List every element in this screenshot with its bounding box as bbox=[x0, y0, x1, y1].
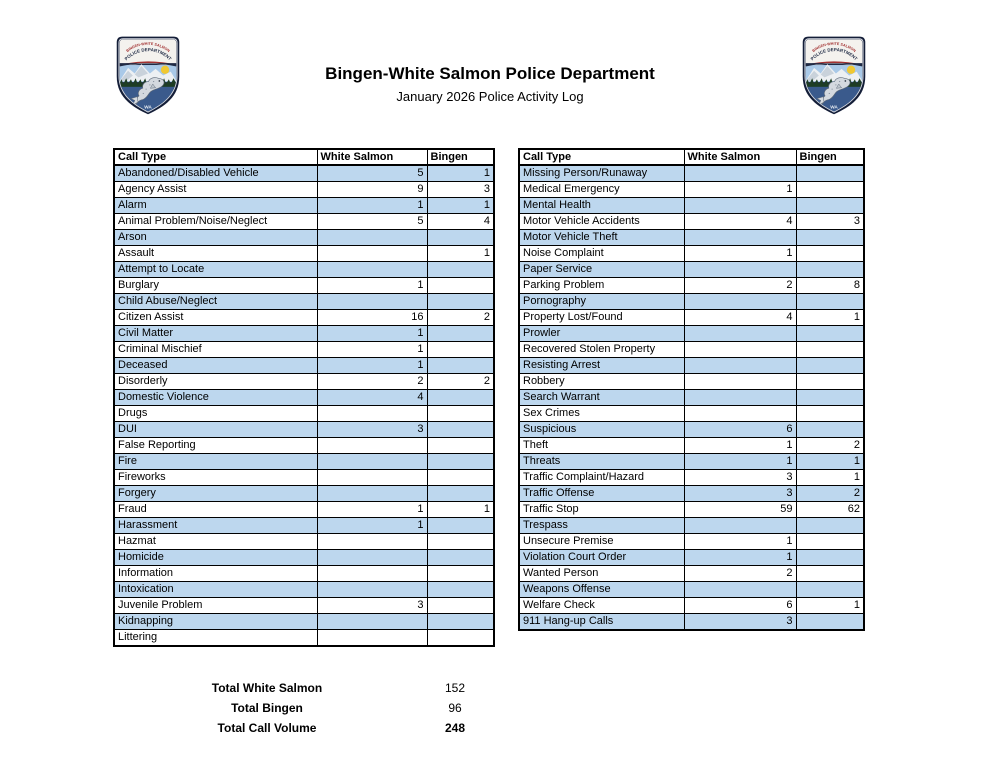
call-type-cell: Threats bbox=[519, 454, 684, 470]
call-type-cell: Missing Person/Runaway bbox=[519, 165, 684, 182]
call-type-cell: Citizen Assist bbox=[114, 310, 317, 326]
call-type-cell: Violation Court Order bbox=[519, 550, 684, 566]
bingen-count-cell: 3 bbox=[796, 214, 864, 230]
police-department-patch-right bbox=[798, 32, 870, 117]
white-salmon-count-cell bbox=[317, 630, 427, 647]
white-salmon-count-cell: 5 bbox=[317, 165, 427, 182]
table-row bbox=[114, 438, 494, 454]
table-row bbox=[114, 374, 494, 390]
total-row-call-volume bbox=[113, 719, 493, 739]
white-salmon-count-cell: 5 bbox=[317, 214, 427, 230]
call-type-cell: Parking Problem bbox=[519, 278, 684, 294]
call-type-cell: Prowler bbox=[519, 326, 684, 342]
col-header-white-salmon: White Salmon bbox=[684, 149, 796, 165]
bingen-count-cell bbox=[796, 550, 864, 566]
call-type-cell: Recovered Stolen Property bbox=[519, 342, 684, 358]
table-row bbox=[114, 182, 494, 198]
white-salmon-count-cell: 1 bbox=[684, 182, 796, 198]
table-row bbox=[519, 165, 864, 182]
bingen-count-cell bbox=[427, 406, 494, 422]
bingen-count-cell: 4 bbox=[427, 214, 494, 230]
table-row bbox=[114, 326, 494, 342]
white-salmon-count-cell bbox=[317, 262, 427, 278]
col-header-bingen: Bingen bbox=[427, 149, 494, 165]
table-row bbox=[519, 230, 864, 246]
white-salmon-count-cell: 3 bbox=[317, 422, 427, 438]
bingen-count-cell bbox=[427, 598, 494, 614]
total-row-white-salmon bbox=[113, 679, 493, 699]
table-row bbox=[114, 278, 494, 294]
call-type-cell: Wanted Person bbox=[519, 566, 684, 582]
call-type-cell: Motor Vehicle Theft bbox=[519, 230, 684, 246]
white-salmon-count-cell: 1 bbox=[317, 518, 427, 534]
table-row bbox=[519, 374, 864, 390]
white-salmon-count-cell bbox=[684, 198, 796, 214]
total-row-bingen bbox=[113, 699, 493, 719]
table-row bbox=[519, 550, 864, 566]
white-salmon-count-cell bbox=[684, 518, 796, 534]
bingen-count-cell: 1 bbox=[427, 165, 494, 182]
table-row bbox=[519, 582, 864, 598]
bingen-count-cell bbox=[796, 358, 864, 374]
table-row bbox=[114, 198, 494, 214]
white-salmon-count-cell bbox=[317, 230, 427, 246]
table-row bbox=[519, 406, 864, 422]
call-type-cell: Sex Crimes bbox=[519, 406, 684, 422]
bingen-count-cell bbox=[796, 582, 864, 598]
call-type-cell: Drugs bbox=[114, 406, 317, 422]
call-type-cell: Weapons Offense bbox=[519, 582, 684, 598]
col-header-call-type: Call Type bbox=[519, 149, 684, 165]
col-header-bingen: Bingen bbox=[796, 149, 864, 165]
white-salmon-count-cell: 4 bbox=[317, 390, 427, 406]
white-salmon-count-cell: 1 bbox=[684, 534, 796, 550]
white-salmon-count-cell bbox=[684, 582, 796, 598]
col-header-call-type: Call Type bbox=[114, 149, 317, 165]
total-bingen-value: 96 bbox=[448, 701, 462, 715]
call-type-cell: Assault bbox=[114, 246, 317, 262]
white-salmon-count-cell bbox=[684, 294, 796, 310]
white-salmon-count-cell: 1 bbox=[317, 278, 427, 294]
call-type-cell: Kidnapping bbox=[114, 614, 317, 630]
white-salmon-count-cell: 16 bbox=[317, 310, 427, 326]
bingen-count-cell: 3 bbox=[427, 182, 494, 198]
call-type-cell: Fraud bbox=[114, 502, 317, 518]
white-salmon-count-cell: 2 bbox=[684, 566, 796, 582]
bingen-count-cell: 1 bbox=[427, 198, 494, 214]
bingen-count-cell bbox=[796, 294, 864, 310]
white-salmon-count-cell: 3 bbox=[684, 614, 796, 631]
table-row bbox=[114, 406, 494, 422]
white-salmon-count-cell bbox=[317, 294, 427, 310]
table-row bbox=[114, 614, 494, 630]
bingen-count-cell: 62 bbox=[796, 502, 864, 518]
bingen-count-cell bbox=[427, 518, 494, 534]
bingen-count-cell bbox=[427, 262, 494, 278]
table-row bbox=[519, 310, 864, 326]
bingen-count-cell bbox=[796, 614, 864, 631]
call-type-cell: Trespass bbox=[519, 518, 684, 534]
bingen-count-cell bbox=[427, 438, 494, 454]
table-row bbox=[114, 534, 494, 550]
call-type-cell: Criminal Mischief bbox=[114, 342, 317, 358]
bingen-count-cell bbox=[796, 230, 864, 246]
police-department-patch-left bbox=[112, 32, 184, 117]
call-type-cell: Disorderly bbox=[114, 374, 317, 390]
white-salmon-count-cell: 3 bbox=[317, 598, 427, 614]
call-type-cell: Homicide bbox=[114, 550, 317, 566]
bingen-count-cell bbox=[427, 614, 494, 630]
table-row bbox=[519, 454, 864, 470]
table-row bbox=[519, 262, 864, 278]
white-salmon-count-cell bbox=[684, 374, 796, 390]
table-row bbox=[519, 182, 864, 198]
bingen-count-cell bbox=[427, 550, 494, 566]
table-row bbox=[519, 534, 864, 550]
white-salmon-count-cell bbox=[684, 165, 796, 182]
call-type-cell: Arson bbox=[114, 230, 317, 246]
call-type-cell: Forgery bbox=[114, 486, 317, 502]
table-row bbox=[519, 214, 864, 230]
white-salmon-count-cell: 1 bbox=[684, 550, 796, 566]
table-row bbox=[114, 518, 494, 534]
bingen-count-cell: 2 bbox=[427, 374, 494, 390]
call-type-cell: Noise Complaint bbox=[519, 246, 684, 262]
white-salmon-count-cell: 2 bbox=[317, 374, 427, 390]
bingen-count-cell bbox=[796, 342, 864, 358]
call-type-cell: Property Lost/Found bbox=[519, 310, 684, 326]
white-salmon-count-cell bbox=[317, 534, 427, 550]
call-type-cell: Robbery bbox=[519, 374, 684, 390]
bingen-count-cell bbox=[796, 165, 864, 182]
bingen-count-cell bbox=[427, 534, 494, 550]
call-type-cell: Alarm bbox=[114, 198, 317, 214]
call-type-cell: Juvenile Problem bbox=[114, 598, 317, 614]
bingen-count-cell: 2 bbox=[427, 310, 494, 326]
call-type-cell: Unsecure Premise bbox=[519, 534, 684, 550]
call-type-cell: Medical Emergency bbox=[519, 182, 684, 198]
call-type-cell: Suspicious bbox=[519, 422, 684, 438]
bingen-count-cell bbox=[427, 326, 494, 342]
white-salmon-count-cell bbox=[317, 614, 427, 630]
bingen-count-cell bbox=[796, 390, 864, 406]
table-row bbox=[519, 390, 864, 406]
white-salmon-count-cell bbox=[684, 262, 796, 278]
white-salmon-count-cell bbox=[684, 230, 796, 246]
table-row bbox=[114, 390, 494, 406]
white-salmon-count-cell bbox=[317, 246, 427, 262]
call-type-cell: Intoxication bbox=[114, 582, 317, 598]
table-row bbox=[114, 502, 494, 518]
table-row bbox=[114, 214, 494, 230]
bingen-count-cell bbox=[427, 342, 494, 358]
white-salmon-count-cell bbox=[317, 470, 427, 486]
table-row bbox=[519, 326, 864, 342]
total-call-volume-label: Total Call Volume bbox=[217, 721, 317, 735]
white-salmon-count-cell bbox=[684, 342, 796, 358]
bingen-count-cell bbox=[796, 198, 864, 214]
bingen-count-cell bbox=[796, 262, 864, 278]
white-salmon-count-cell: 6 bbox=[684, 422, 796, 438]
bingen-count-cell bbox=[427, 454, 494, 470]
table-row bbox=[114, 294, 494, 310]
table-row bbox=[114, 486, 494, 502]
call-type-cell: Resisting Arrest bbox=[519, 358, 684, 374]
bingen-count-cell bbox=[427, 230, 494, 246]
call-type-cell: Child Abuse/Neglect bbox=[114, 294, 317, 310]
table-row bbox=[519, 518, 864, 534]
table-row bbox=[114, 582, 494, 598]
white-salmon-count-cell: 1 bbox=[317, 198, 427, 214]
table-row bbox=[519, 486, 864, 502]
white-salmon-count-cell: 4 bbox=[684, 310, 796, 326]
table-row bbox=[114, 422, 494, 438]
bingen-count-cell bbox=[427, 358, 494, 374]
table-row bbox=[519, 438, 864, 454]
bingen-count-cell: 1 bbox=[796, 598, 864, 614]
bingen-count-cell bbox=[796, 566, 864, 582]
white-salmon-count-cell bbox=[317, 406, 427, 422]
call-type-cell: Animal Problem/Noise/Neglect bbox=[114, 214, 317, 230]
white-salmon-count-cell bbox=[317, 486, 427, 502]
white-salmon-count-cell: 3 bbox=[684, 486, 796, 502]
table-row bbox=[519, 502, 864, 518]
white-salmon-count-cell bbox=[684, 390, 796, 406]
bingen-count-cell bbox=[796, 518, 864, 534]
call-type-cell: Abandoned/Disabled Vehicle bbox=[114, 165, 317, 182]
bingen-count-cell: 1 bbox=[796, 470, 864, 486]
call-type-cell: DUI bbox=[114, 422, 317, 438]
call-type-cell: Littering bbox=[114, 630, 317, 647]
bingen-count-cell: 2 bbox=[796, 486, 864, 502]
call-type-cell: Agency Assist bbox=[114, 182, 317, 198]
white-salmon-count-cell bbox=[317, 438, 427, 454]
white-salmon-count-cell: 1 bbox=[684, 454, 796, 470]
call-log-table-left bbox=[113, 148, 495, 647]
call-type-cell: Domestic Violence bbox=[114, 390, 317, 406]
table-row bbox=[114, 342, 494, 358]
bingen-count-cell bbox=[796, 534, 864, 550]
bingen-count-cell bbox=[796, 422, 864, 438]
bingen-count-cell: 8 bbox=[796, 278, 864, 294]
table-row bbox=[519, 566, 864, 582]
table-row bbox=[114, 630, 494, 647]
table-row bbox=[519, 598, 864, 614]
bingen-count-cell bbox=[427, 294, 494, 310]
white-salmon-count-cell: 1 bbox=[317, 326, 427, 342]
table-row bbox=[519, 422, 864, 438]
white-salmon-count-cell: 3 bbox=[684, 470, 796, 486]
white-salmon-count-cell: 9 bbox=[317, 182, 427, 198]
bingen-count-cell bbox=[427, 630, 494, 647]
bingen-count-cell bbox=[427, 470, 494, 486]
col-header-white-salmon: White Salmon bbox=[317, 149, 427, 165]
bingen-count-cell bbox=[796, 374, 864, 390]
table-row bbox=[114, 470, 494, 486]
white-salmon-count-cell: 59 bbox=[684, 502, 796, 518]
call-type-cell: Traffic Offense bbox=[519, 486, 684, 502]
bingen-count-cell bbox=[796, 326, 864, 342]
white-salmon-count-cell: 4 bbox=[684, 214, 796, 230]
table-row bbox=[114, 566, 494, 582]
bingen-count-cell: 1 bbox=[427, 246, 494, 262]
call-type-cell: Hazmat bbox=[114, 534, 317, 550]
white-salmon-count-cell: 1 bbox=[317, 342, 427, 358]
call-type-cell: Traffic Stop bbox=[519, 502, 684, 518]
white-salmon-count-cell bbox=[684, 326, 796, 342]
bingen-count-cell bbox=[427, 582, 494, 598]
table-row bbox=[114, 310, 494, 326]
white-salmon-count-cell: 1 bbox=[684, 246, 796, 262]
white-salmon-count-cell: 2 bbox=[684, 278, 796, 294]
call-type-cell: Burglary bbox=[114, 278, 317, 294]
total-bingen-label: Total Bingen bbox=[231, 701, 303, 715]
table-row bbox=[519, 198, 864, 214]
total-white-salmon-label: Total White Salmon bbox=[211, 681, 323, 695]
bingen-count-cell bbox=[427, 486, 494, 502]
call-type-cell: Search Warrant bbox=[519, 390, 684, 406]
white-salmon-count-cell bbox=[317, 582, 427, 598]
table-row bbox=[114, 262, 494, 278]
white-salmon-count-cell bbox=[317, 550, 427, 566]
bingen-count-cell: 2 bbox=[796, 438, 864, 454]
bingen-count-cell bbox=[796, 406, 864, 422]
bingen-count-cell bbox=[427, 278, 494, 294]
call-type-cell: Attempt to Locate bbox=[114, 262, 317, 278]
call-type-cell: Fire bbox=[114, 454, 317, 470]
bingen-count-cell bbox=[796, 246, 864, 262]
bingen-count-cell bbox=[427, 566, 494, 582]
table-row bbox=[519, 294, 864, 310]
table-row bbox=[114, 598, 494, 614]
call-type-cell: Information bbox=[114, 566, 317, 582]
totals-section bbox=[113, 679, 493, 739]
call-type-cell: False Reporting bbox=[114, 438, 317, 454]
table-row bbox=[114, 454, 494, 470]
white-salmon-count-cell: 6 bbox=[684, 598, 796, 614]
bingen-count-cell bbox=[427, 390, 494, 406]
page-title: Bingen-White Salmon Police Department bbox=[325, 64, 655, 83]
bingen-count-cell bbox=[427, 422, 494, 438]
call-type-cell: Civil Matter bbox=[114, 326, 317, 342]
white-salmon-count-cell bbox=[684, 406, 796, 422]
white-salmon-count-cell: 1 bbox=[317, 358, 427, 374]
call-type-cell: Motor Vehicle Accidents bbox=[519, 214, 684, 230]
bingen-count-cell: 1 bbox=[427, 502, 494, 518]
table-row bbox=[519, 246, 864, 262]
table-row bbox=[519, 342, 864, 358]
table-row bbox=[114, 358, 494, 374]
table-row bbox=[114, 165, 494, 182]
page-subtitle: January 2026 Police Activity Log bbox=[396, 89, 584, 104]
call-type-cell: Fireworks bbox=[114, 470, 317, 486]
white-salmon-count-cell bbox=[684, 358, 796, 374]
bingen-count-cell bbox=[796, 182, 864, 198]
white-salmon-count-cell: 1 bbox=[684, 438, 796, 454]
table-row bbox=[519, 470, 864, 486]
call-type-cell: Theft bbox=[519, 438, 684, 454]
call-type-cell: Traffic Complaint/Hazard bbox=[519, 470, 684, 486]
call-type-cell: Mental Health bbox=[519, 198, 684, 214]
total-white-salmon-value: 152 bbox=[444, 681, 466, 695]
table-row bbox=[114, 246, 494, 262]
call-type-cell: Paper Service bbox=[519, 262, 684, 278]
table-row bbox=[114, 230, 494, 246]
bingen-count-cell: 1 bbox=[796, 454, 864, 470]
white-salmon-count-cell: 1 bbox=[317, 502, 427, 518]
bingen-count-cell: 1 bbox=[796, 310, 864, 326]
call-type-cell: Welfare Check bbox=[519, 598, 684, 614]
call-type-cell: Pornography bbox=[519, 294, 684, 310]
white-salmon-count-cell bbox=[317, 454, 427, 470]
table-row bbox=[519, 614, 864, 631]
table-row bbox=[114, 550, 494, 566]
white-salmon-count-cell bbox=[317, 566, 427, 582]
call-type-cell: Harassment bbox=[114, 518, 317, 534]
table-header-row bbox=[114, 149, 494, 165]
call-log-table-right bbox=[518, 148, 865, 631]
call-type-cell: 911 Hang-up Calls bbox=[519, 614, 684, 631]
call-type-cell: Deceased bbox=[114, 358, 317, 374]
table-header-row bbox=[519, 149, 864, 165]
total-call-volume-value: 248 bbox=[444, 721, 466, 735]
table-row bbox=[519, 278, 864, 294]
table-row bbox=[519, 358, 864, 374]
